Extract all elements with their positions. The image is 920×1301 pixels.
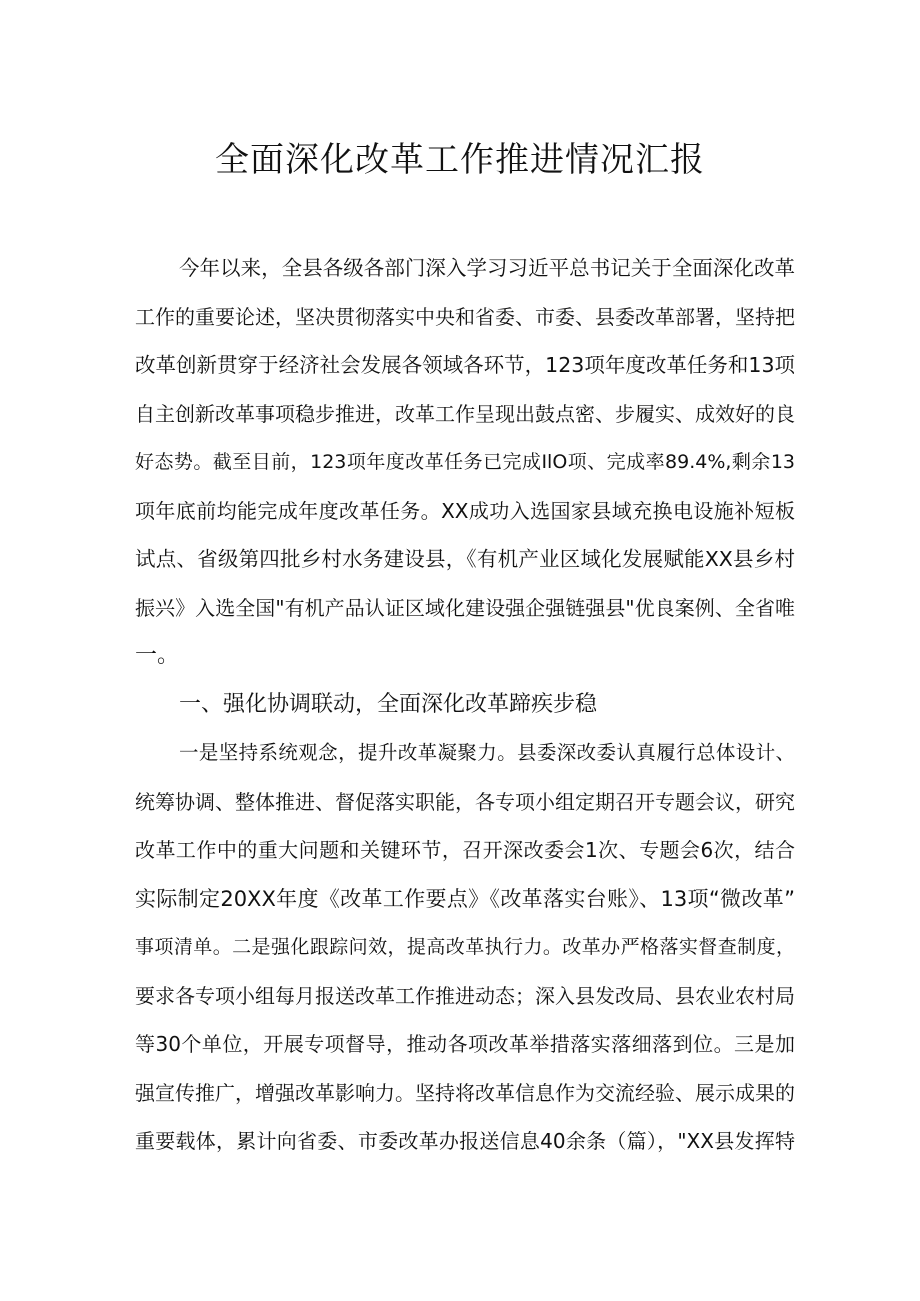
text-line: 工作的重要论述，坚决贯彻落实中央和省委、市委、县委改革部署，坚持把 bbox=[135, 304, 795, 329]
text-line: 重要载体，累计向省委、市委改革办报送信息40余条（篇），"XX县发挥特 bbox=[135, 1129, 795, 1153]
text-line: 事项清单。二是强化跟踪问效，提高改革执行力。改革办严格落实督查制度， bbox=[135, 936, 795, 958]
text-line: 改革创新贯穿于经济社会发展各领域各环节，123项年度改革任务和13项 bbox=[135, 353, 795, 377]
text-line: 统筹协调、整体推进、督促落实职能，各专项小组定期召开专题会议，研究 bbox=[135, 789, 795, 814]
text-line: 强宣传推广，增强改革影响力。坚持将改革信息作为交流经验、展示成果的 bbox=[135, 1080, 795, 1105]
text-line: 振兴》入选全国"有机产品认证区域化建设强企强链强县"优良案例、全省唯 bbox=[135, 595, 795, 620]
document-body bbox=[135, 244, 795, 1166]
text-line: 试点、省级第四批乡村水务建设县，《有机产业区域化发展赋能XX县乡村 bbox=[135, 547, 795, 571]
text-line: 改革工作中的重大问题和关键环节，召开深改委会1次、专题会6次，结合 bbox=[135, 838, 795, 862]
text-line: 项年底前均能完成年度改革任务。XX成功入选国家县域充换电设施补短板 bbox=[135, 498, 795, 523]
text-line: 实际制定20XX年度《改革工作要点》《改革落实台账》、13项“微改革” bbox=[135, 886, 795, 911]
text-line: 一是坚持系统观念，提升改革凝聚力。县委深改委认真履行总体设计、 bbox=[179, 741, 795, 764]
text-line: 一、强化协调联动，全面深化改革蹄疾步稳 bbox=[179, 691, 598, 717]
text-line: 一。 bbox=[135, 643, 180, 668]
text-line: 要求各专项小组每月报送改革工作推进动态；深入县发改局、县农业农村局 bbox=[135, 983, 795, 1008]
document-title: 全面深化改革工作推进情况汇报 bbox=[215, 140, 705, 180]
text-line: 好态势。截至目前，123项年度改革任务已完成IlO项、完成率89.4%,剩余13 bbox=[135, 451, 795, 473]
text-line: 自主创新改革事项稳步推进，改革工作呈现出鼓点密、步履实、成效好的良 bbox=[135, 401, 795, 426]
text-line: 等30个单位，开展专项督导，推动各项改革举措落实落细落到位。三是加 bbox=[135, 1032, 795, 1056]
text-line: 今年以来，全县各级各部门深入学习习近平总书记关于全面深化改革 bbox=[179, 256, 795, 280]
